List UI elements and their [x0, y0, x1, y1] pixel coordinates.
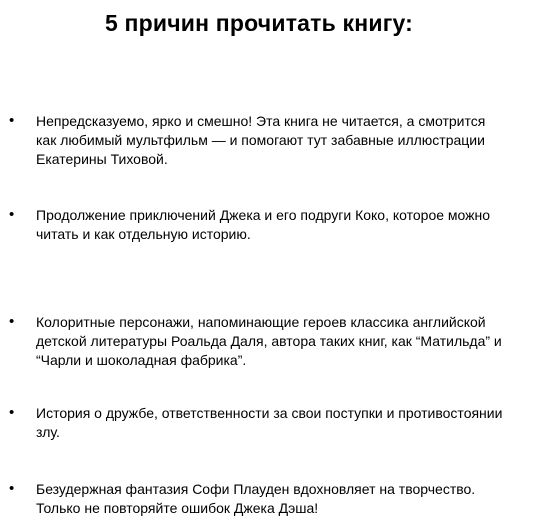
bullet-icon: • [9, 480, 15, 497]
reason-text: История о дружбе, ответственности за свои поступки и противостоянии злу. [36, 405, 503, 440]
page-title: 5 причин прочитать книгу: [104, 10, 414, 36]
bullet-icon: • [9, 206, 15, 223]
bullet-icon: • [9, 313, 15, 330]
bullet-icon: • [9, 112, 15, 129]
reason-text: Непредсказуемо, ярко и смешно! Эта книга не читается, а смотрится как любимый мультфильм — и помогают тут забавные иллюстрации Екатерины Тиховой. [36, 113, 486, 167]
reason-text: Продолжение приключений Джека и его подруги Коко, которое можно читать и как отдельную историю. [36, 207, 491, 242]
bullet-icon: • [9, 404, 15, 421]
reason-text: Безудержная фантазия Софи Плауден вдохновляет на творчество. Только не повторяйте ошибок Джека Дэша! [36, 481, 476, 516]
reason-text: Колоритные персонажи, напоминающие героев классика английской детской литературы Роальда Даля, автора таких книг, как “Матильда” и “Чарли и шоколадная фабрика”. [36, 314, 502, 368]
